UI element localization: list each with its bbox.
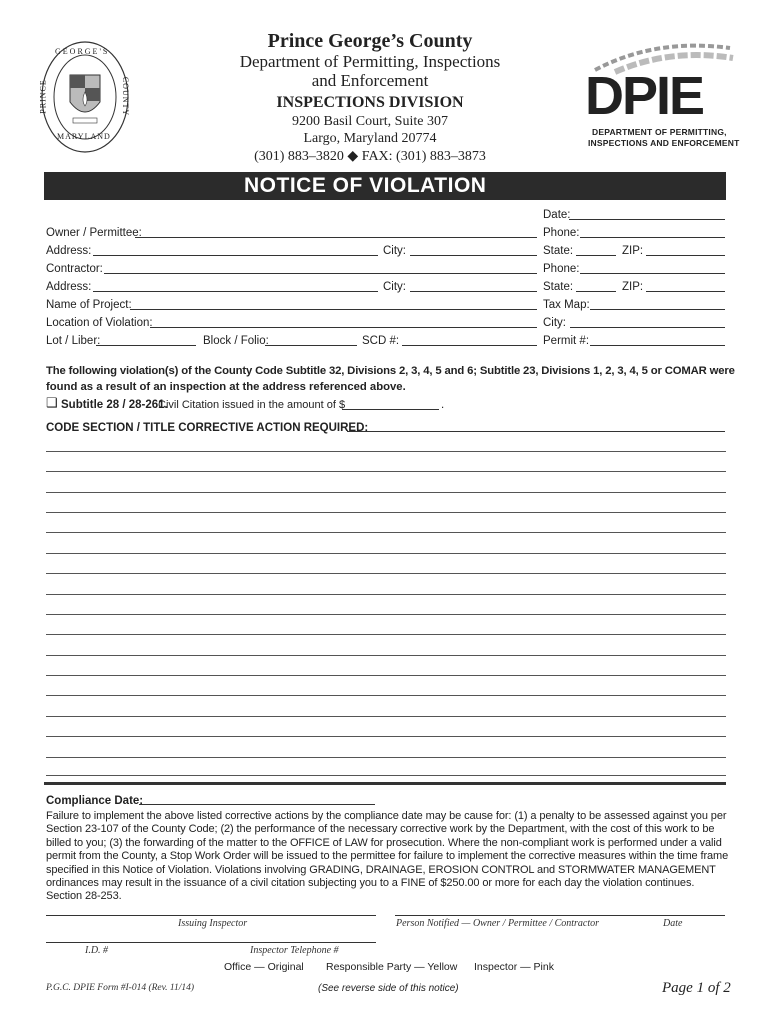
seal-bottom-text: MARYLAND bbox=[57, 132, 111, 141]
tax-map-label: Tax Map: bbox=[543, 299, 590, 311]
city-2-label: City: bbox=[383, 281, 406, 293]
contractor-field[interactable] bbox=[104, 273, 537, 274]
compliance-date-label: Compliance Date: bbox=[46, 795, 144, 807]
phone-2-label: Phone: bbox=[543, 263, 580, 275]
corrective-action-line[interactable] bbox=[46, 614, 726, 615]
issuing-inspector-label: Issuing Inspector bbox=[178, 918, 248, 929]
project-field[interactable] bbox=[130, 309, 537, 310]
copy-office: Office — Original bbox=[224, 961, 304, 973]
form-id: P.G.C. DPIE Form #I-014 (Rev. 11/14) bbox=[46, 983, 195, 993]
citation-end: . bbox=[441, 399, 445, 411]
id-label: I.D. # bbox=[85, 945, 109, 956]
city-1-label: City: bbox=[383, 245, 406, 257]
subtitle-28-label: Subtitle 28 / 28-261. bbox=[61, 399, 168, 411]
phone-1-label: Phone: bbox=[543, 227, 580, 239]
code-section-label: CODE SECTION / TITLE CORRECTIVE ACTION REQUIRED: bbox=[46, 422, 369, 434]
dpie-wordmark: DPIE bbox=[585, 66, 704, 126]
location-label: Location of Violation: bbox=[46, 317, 153, 329]
section-divider bbox=[44, 782, 726, 785]
address-line-1: 9200 Basil Court, Suite 307 bbox=[292, 114, 448, 129]
compliance-text-line: permit from the County, a Stop Work Order will be issued to the permittee for failure to implement the corrective measures within the time frame bbox=[46, 850, 729, 863]
phone-1-field[interactable] bbox=[580, 237, 725, 238]
state-1-label: State: bbox=[543, 245, 574, 257]
compliance-text-line: Failure to implement the above listed corrective actions by the compliance date may be cause for: (1) a penalty to be assessed against you per bbox=[46, 810, 727, 822]
lot-liber-label: Lot / Liber: bbox=[46, 335, 101, 347]
permit-field[interactable] bbox=[590, 345, 725, 346]
state-1-field[interactable] bbox=[576, 255, 616, 256]
city-3-label: City: bbox=[543, 317, 566, 329]
corrective-action-line[interactable] bbox=[46, 695, 726, 696]
address-1-field[interactable] bbox=[93, 255, 378, 256]
city-3-field[interactable] bbox=[570, 327, 725, 328]
dpie-subtitle-2: INSPECTIONS AND ENFORCEMENT bbox=[588, 138, 740, 148]
phone-fax-line: (301) 883–3820 ◆ FAX: (301) 883–3873 bbox=[254, 149, 486, 164]
copy-inspector: Inspector — Pink bbox=[474, 961, 554, 973]
state-2-field[interactable] bbox=[576, 291, 616, 292]
lot-liber-field[interactable] bbox=[96, 345, 196, 346]
state-2-label: State: bbox=[543, 281, 574, 293]
corrective-action-line[interactable] bbox=[46, 451, 726, 452]
scd-label: SCD #: bbox=[362, 335, 400, 347]
page-number: Page 1 of 2 bbox=[662, 980, 731, 996]
compliance-text-line: specified in this Notice of Violation. Violations involving GRADING, DRAINAGE, EROSION CONTROL and STORMWATER MANAGEMENT bbox=[46, 863, 716, 876]
violation-text-2: found as a result of an inspection at the address referenced above. bbox=[46, 381, 406, 393]
block-folio-label: Block / Folio: bbox=[203, 335, 269, 347]
title-bar bbox=[44, 172, 726, 200]
division-name: INSPECTIONS DIVISION bbox=[276, 94, 464, 111]
zip-2-field[interactable] bbox=[646, 291, 725, 292]
address-1-label: Address: bbox=[46, 245, 92, 257]
violation-text-1: The following violation(s) of the County Code Subtitle 32, Divisions 2, 3, 4, 5 and 6; Subtitle 23, Divisions 1, 2, 3, 4, 5 or COMAR were bbox=[46, 365, 735, 377]
date-signature-label: Date bbox=[663, 918, 683, 929]
department-line-1: Department of Permitting, Inspections bbox=[239, 52, 501, 71]
id-line[interactable] bbox=[46, 942, 376, 943]
zip-1-label: ZIP: bbox=[622, 245, 644, 257]
person-notified-label: Person Notified — Owner / Permittee / Contractor bbox=[396, 918, 600, 929]
seal-top-text: GEORGE'S bbox=[55, 47, 110, 56]
department-line-2: and Enforcement bbox=[311, 71, 429, 90]
compliance-text-line: Section 23-107 of the County Code; (2) the performance of the necessary corrective work by the Department, with the cost of this work to be bbox=[46, 823, 715, 836]
corrective-action-line[interactable] bbox=[46, 492, 726, 493]
phone-2-field[interactable] bbox=[580, 273, 725, 274]
contractor-label: Contractor: bbox=[46, 263, 103, 275]
code-section-field[interactable] bbox=[347, 431, 725, 432]
address-line-2: Largo, Maryland 20774 bbox=[303, 131, 437, 146]
corrective-action-line[interactable] bbox=[46, 675, 726, 676]
city-1-field[interactable] bbox=[410, 255, 537, 256]
civil-citation-text: Civil Citation issued in the amount of $ bbox=[158, 399, 346, 411]
issuing-inspector-line[interactable] bbox=[46, 915, 376, 916]
owner-field[interactable] bbox=[135, 237, 537, 238]
block-folio-field[interactable] bbox=[265, 345, 357, 346]
civil-citation-checkbox[interactable]: ❑ bbox=[46, 395, 58, 410]
dpie-subtitle-1: DEPARTMENT OF PERMITTING, bbox=[592, 127, 727, 137]
compliance-date-field[interactable] bbox=[139, 804, 375, 805]
corrective-action-line[interactable] bbox=[46, 553, 726, 554]
corrective-action-line[interactable] bbox=[46, 736, 726, 737]
corrective-action-line[interactable] bbox=[46, 532, 726, 533]
date-field[interactable] bbox=[569, 219, 725, 220]
permit-label: Permit #: bbox=[543, 335, 590, 347]
corrective-action-line[interactable] bbox=[46, 757, 726, 758]
city-2-field[interactable] bbox=[410, 291, 537, 292]
copy-responsible: Responsible Party — Yellow bbox=[326, 961, 458, 973]
county-name: Prince George’s County bbox=[267, 30, 473, 52]
page-title: NOTICE OF VIOLATION bbox=[244, 174, 487, 197]
person-notified-line[interactable] bbox=[395, 915, 725, 916]
zip-2-label: ZIP: bbox=[622, 281, 644, 293]
address-2-label: Address: bbox=[46, 281, 92, 293]
corrective-action-line[interactable] bbox=[46, 655, 726, 656]
seal-right-text: COUNTY bbox=[121, 76, 131, 117]
corrective-action-line[interactable] bbox=[46, 512, 726, 513]
inspector-telephone-label: Inspector Telephone # bbox=[250, 945, 339, 956]
reverse-side-note: (See reverse side of this notice) bbox=[318, 983, 459, 994]
compliance-text-line: Section 28-253. bbox=[46, 890, 122, 903]
citation-amount-field[interactable] bbox=[342, 409, 439, 410]
zip-1-field[interactable] bbox=[646, 255, 725, 256]
date-label: Date: bbox=[543, 209, 571, 221]
seal-left-text: PRINCE bbox=[38, 79, 48, 114]
compliance-text-line: ordinances may result in the issuance of a civil citation subjecting you to a FINE of $250.00 or more for each day the violation continues. bbox=[46, 877, 695, 889]
owner-label: Owner / Permittee: bbox=[46, 227, 142, 239]
location-field[interactable] bbox=[150, 327, 537, 328]
project-label: Name of Project: bbox=[46, 299, 132, 311]
corrective-action-line[interactable] bbox=[46, 594, 726, 595]
corrective-action-line[interactable] bbox=[46, 471, 726, 472]
corrective-action-line[interactable] bbox=[46, 775, 726, 776]
corrective-action-line[interactable] bbox=[46, 716, 726, 717]
tax-map-field[interactable] bbox=[590, 309, 725, 310]
corrective-action-line[interactable] bbox=[46, 634, 726, 635]
compliance-text-line: billed to you; (3) the forwarding of the matter to the OFFICE of LAW for prosecution. Where the non-compliant work is performed under a valid bbox=[46, 836, 722, 849]
address-2-field[interactable] bbox=[93, 291, 378, 292]
corrective-action-line[interactable] bbox=[46, 573, 726, 574]
scd-field[interactable] bbox=[402, 345, 537, 346]
